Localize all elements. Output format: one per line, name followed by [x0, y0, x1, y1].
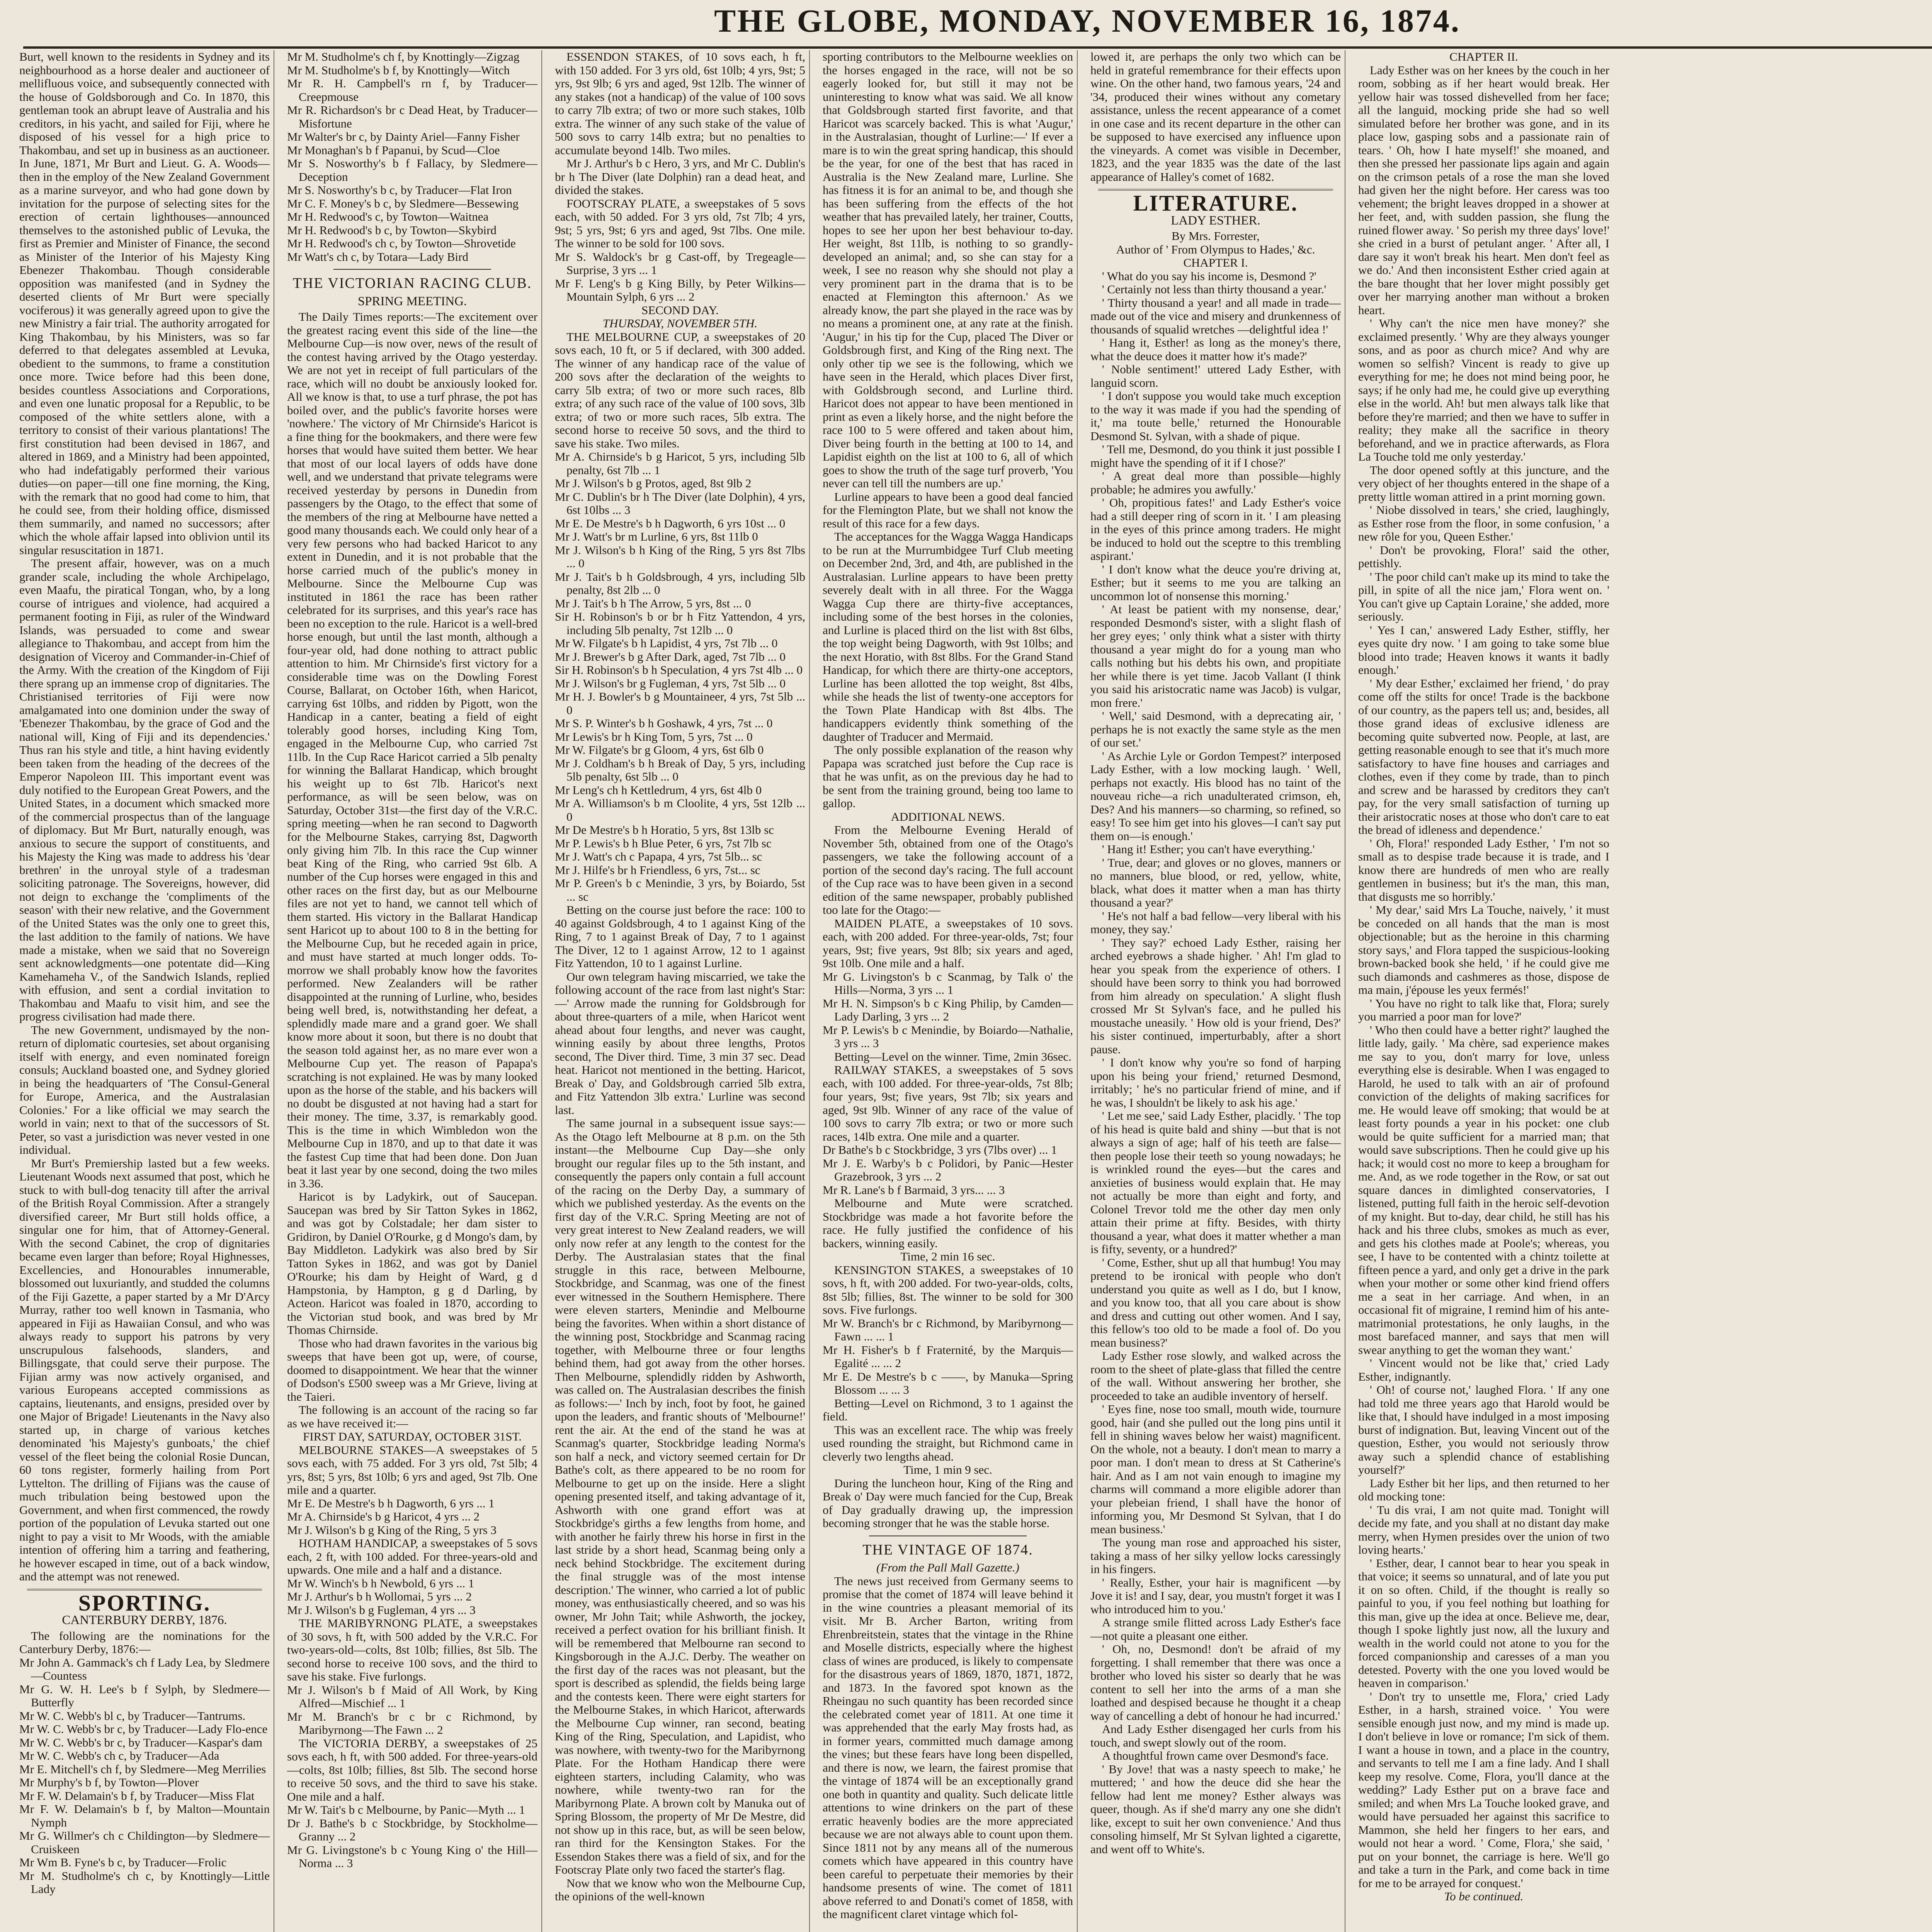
list-item: Mr G. W. H. Lee's b f Sylph, by Sledmere—Butterfly: [19, 1682, 270, 1709]
list-item: Mr G. Willmer's ch c Childington—by Sledmere—Cruiskeen: [19, 1829, 270, 1856]
article-body: sporting contributors to the Melbourne weeklies on the horses engaged in the race, will not be so eagerly looked for, but still it may not be uninteresting to know what was said. We all know that Goldsbrough started first favorite, and that Haricot was scarcely backed. This is what 'Augur,' in the Australasian, thought of Lurline:—' If ever a mare is to win the great spring handicap, this should be the year, for one of the best that has raced in Australia is the New Zealand mare, Lurline. She has fitness it is for an animal to be, and though she has been suffering from the effects of the hot weather that has prevailed lately, her trainer, Coutts, hopes to see her upon her best behaviour to-day. Her weight, 8st 11lb, is nothing to so grandly-developed an animal; and, so she can stay for a week, I see no reason why she should not play a very prominent part in the drama that is to be enacted at Flemington this afternoon.' As we already know, the part she played in the race was by no means a prominent one, at any rate at the finish. 'Augur,' in his tip for the Cup, placed The Diver or Goldsbrough first, and King of the Ring next. The only other tip we see is the following, which we have seen in the Herald, which places Diver first, with Goldsbrough second, and Lurline third. Haricot does not appear to have been mentioned in print as even a likely horse, and the night before the race 100 to 5 were offered and taken about him, Diver being fourth in the betting at 100 to 14, and Lapidist eighth on the list at 100 to 6, all of which goes to show the truth of the sage turf proverb, 'You never can tell till the numbers are up.': [823, 50, 1073, 490]
story-paragraph: ' My dear,' said Mrs La Touche, naively, ' it must be conceded on all hands that the man is most objectionable; but as the heroine in this charming story says,' and Flora tapped the suspicious-looking brown-backed book she held, ' if he could give me such diamonds and cashmeres as those, dispose de ma main, j'épouse les yeux fermés!': [1358, 903, 1609, 997]
article-body: From the Melbourne Evening Herald of November 5th, obtained from one of the Otago's passengers, we take the following account of a portion of the second day's racing. The full account of the Cup race was to have been given in a second edition of the same newspaper, probably published too late for the Otago:—: [823, 823, 1073, 917]
story-paragraph: ' Tu dis vrai, I am not quite mad. Tonight will decide my fate, and you shall at no distant day make merry, when Hymen presides over the union of two loving hearts.': [1358, 1503, 1609, 1556]
list-item: Mr E. Mitchell's ch f, by Sledmere—Meg Merrilies: [19, 1762, 266, 1776]
race-result: Mr A. Chirnside's b g Haricot, 5 yrs, including 5lb penalty, 6st 7lb ... 1: [555, 450, 805, 477]
article-body: The news just received from Germany seems to promise that the comet of 1874 will leave behind it in the wine countries a pleasant memorial of its visit. Mr B. Archer Barton, writing from Ehrenbreitstein, states that the vintage in the Rhine and Moselle districts, especially where the highest class of wines are produced, is likely to compensate for the disastrous years of 1869, 1870, 1871, 1872, and 1873. In the favored spot known as the Rheingau no such quantity has been recorded since the celebrated comet year of 1811. At one time it was apprehended that the early May frosts had, as in former years, committed much damage among the vines; but these fears have long been dispelled, and there is now, we learn, the fairest promise that the vintage of 1874 will be an exceptionally grand one both in quantity and quality. Such delicate little attentions to wine drinkers on the part of these erratic heavenly bodies are the more appreciated because we are not always able to count upon them. Since 1811 not by any means all of the numerous comets which have appeared in this country have been careful to perpetuate their memories by their handsome presents of wine. The comet of 1811 above referred to and Donati's comet of 1858, with the magnificent claret vintage which fol-: [823, 1574, 1073, 1921]
race-result: Mr S. Waldock's br g Cast-off, by Tregeagle—Surprise, 3 yrs ... 1: [555, 250, 805, 277]
list-item: Mr W. C. Webb's br c, by Traducer—Lady Flo-ence: [19, 1722, 268, 1736]
race-result: Mr J. Tait's b h The Arrow, 5 yrs, 8st ... 0: [555, 596, 751, 610]
list-item: Mr W. C. Webb's bl c, by Traducer—Tantrums.: [19, 1709, 246, 1723]
article-body: The following are the nominations for the Canterbury Derby, 1876:—: [19, 1629, 270, 1656]
race-conditions: THE MARIBYRNONG PLATE, a sweepstakes of 30 sovs, h ft, with 500 added by the V.R.C. For two-years-old—colts, 8st 10lb; fillies, 8st 5lb. The second horse to receive 100 sovs, and the third to save his stake. Five furlongs.: [287, 1616, 537, 1683]
race-conditions: ESSENDON STAKES, of 10 sovs each, h ft, with 150 added. For 3 yrs old, 6st 10lb; 4 yrs, 9st; 5 yrs, 9st 9lb; 6 yrs and aged, 9st 12lb. The winner of any stakes (not a handicap) of the value of 100 sovs to carry 7lb extra; of two or more such stakes, 10lb extra. The winner of any such stake of the value of 500 sovs to carry 14lb extra; but no penalties to accumulate beyond 14lb. Two miles.: [555, 50, 805, 157]
story-paragraph: ' My dear Esther,' exclaimed her friend, ' do pray come off the stilts for once! Trade is the backbone of our country, as the papers tell us; and, besides, all those grand ideas of exclusive idleness are becoming quite subverted now. People, at last, are getting reasonable enough to see that it's much more satisfactory to have fine houses and carriages and clothes, even if they come by trade, than to pinch and screw and be harassed by creditors they can't pay, for the very small satisfaction of turning up their aristocratic noses at those who don't care to eat the bread of idleness and dependence.': [1358, 676, 1609, 837]
story-paragraph: ' True, dear; and gloves or no gloves, manners or no manners, blue blood, or red, yellow, white, black, what does it matter when a man has thirty thousand a year?': [1090, 855, 1341, 909]
story-paragraph: ' Hang it! Esther; you can't have everything.': [1102, 842, 1315, 856]
race-conditions: MELBOURNE STAKES—A sweepstakes of 5 sovs each, with 75 added. For 3 yrs old, 7st 5lb; 4 yrs, 8st; 5 yrs, 8st 10lb; 6 yrs and aged, 9st 7lb. One mile and a quarter.: [287, 1443, 537, 1497]
column-5: [1087, 50, 1345, 1932]
story-paragraph: ' I don't know why you're so fond of harping upon his being your friend,' returned Desmond, irritably; ' he's no particular friend of mine, and if he was, I shouldn't be likely to ask his age.': [1090, 1056, 1341, 1109]
article-body: The Daily Times reports:—The excitement over the greatest racing event this side of the line—the Melbourne Cup—is now over, news of the result of the contest having arrived by the Otago yesterday. We are not yet in receipt of full particulars of the race, which will no doubt be anxiously looked for. All we know is that, to use a turf phrase, the pot has boiled over, and the public's favorite horses were 'nowhere.' The victory of Mr Chirnside's Haricot is a fine thing for the bookmakers, and there were few horses that would have suited them better. We hear that most of our local layers of odds have done well, and we understand that private telegrams were received yesterday by persons in Dunedin from passengers by the Otago, to the effect that some of the members of the ring at Melbourne have netted a good many thousands each. We could only hear of a very few persons who had backed Haricot to any extent in Dunedin, and it is not probable that the horse carried much of the public's money in Melbourne. Since the Melbourne Cup was instituted in 1861 the race has been rather celebrated for its surprises, and this year's race has been no exception to the rule. Haricot is a well-bred horse enough, but until the last month, although a four-year old, had done nothing to attract public attention to him. Mr Chirnside's first victory for a considerable time was on the Dowling Forest Course, Ballarat, on October 16th, when Haricot, carrying 6st 10lbs, and ridden by Pigott, won the Handicap in a canter, beating a field of eight tolerably good horses, including King Tom, engaged in the Melbourne Cup, who carried 7st 11lb. In the Cup Race Haricot carried a 5lb penalty for winning the Ballarat Handicap, which brought his weight up to 6st 7lb. Haricot's next performance, as will be seen below, was on Saturday, October 31st—the first day of the V.R.C. spring meeting—when he ran second to Dagworth for the Melbourne Stakes, carrying 8st, Dagworth only giving him 7lb. In this race the Cup winner beat King of the Ring, who carried 9st 6lb. A number of the Cup horses were engaged in this and other races on the first day, but as our Melbourne files are not yet to hand, we cannot tell which of them started. His victory in the Ballarat Handicap sent Haricot up to about 100 to 8 in the betting for the Melbourne Cup, but he receded again in price, and must have started at much longer odds. To-morrow we shall probably know how the favorites performed. New Zealanders will be rather disappointed at the running of Lurline, who, besides being well bred, is, notwithstanding her defeat, a splendidly made mare and a grand goer. We shall know more about it soon, but there is no doubt that the season told against her, as no mare ever won a Melbourne Cup yet. The reason of Papapa's scratching is not explained. He was by many looked upon as the horse of the stable, and his backers will no doubt be disgusted at not having had a start for their money. The time, 3.37, is remarkably good. This is the time in which Wimbledon won the Melbourne Cup in 1870, and up to that date it was the fastest Cup time that had been done. Don Juan beat it last year by one second, doing the two miles in 3.36.: [287, 310, 537, 1190]
story-paragraph: ' By Jove! that was a nasty speech to make,' he muttered; ' and how the deuce did she hear the fellow had lent me money? Esther always was queer, though. As if she'd marry any one she didn't like, except to suit her own convenience.' And thus consoling himself, Mr St Sylvan lighted a cigarette, and went off to White's.: [1090, 1762, 1341, 1856]
article-body: Mr Burt's Premiership lasted but a few weeks. Lieutenant Woods next assumed that post, which he stuck to with bull-dog tenacity till after the arrival of the British Royal Commission. After a strangely diversified career, Mr Burt still holds office, a singular one for him, that of Attorney-General. With the second Cabinet, the crop of dignitaries became even larger than before; Royal Highnesses, Excellencies, and Honourables innumerable, blossomed out luxuriantly, and studded the columns of the Fiji Gazette, a paper started by a Mr D'Arcy Murray, rather too well known in Tasmania, who appeared in Fiji as Hawaiian Consul, and who was always ready to support his patrons by very unscrupulous falsehoods, slanders, and Billingsgate, that could serve their purpose. The Fijian army was now actively organised, and various Europeans accepted commissions as captains, lieutenants, and ensigns, presided over by one Major of Brigade! Lieutenants in the Navy also started up, in charge of various ketches denominated 'his Majesty's gunboats,' the chief vessel of the fleet being the colonial Rosie Duncan, 60 tons register, formerly hailing from Port Lyttelton. The drilling of Fijians was the cause of much tribulation being bestowed upon the Government, and when first commenced, the rowdy portion of the population of Levuka started out one night to pay a visit to Mr Woods, with the amiable intention of offering him a tarring and feathering, he however escaped in time, out of a back window, and the attempt was not renewed.: [19, 1156, 270, 1583]
race-result: Mr J. E. Warby's b c Polidori, by Panic—Hester Grazebrook, 3 yrs ... 2: [823, 1156, 1073, 1183]
story-paragraph: And Lady Esther disengaged her curls from his touch, and swept slowly out of the room.: [1090, 1722, 1341, 1749]
story-paragraph: ' Oh! of course not,' laughed Flora. ' If any one had told me three years ago that Harold would be like that, I should have indulged in a most imposing burst of indignation. But, leaving Vincent out of the question, Esther, you would not seriously throw away such a splendid chance of establishing yourself?': [1358, 1383, 1609, 1476]
article-body: Betting—Level on the winner. Time, 2min 36sec.: [834, 1049, 1071, 1063]
race-result: Mr P. Lewis's b c Menindie, by Boiardo—Nathalie, 3 yrs ... 3: [823, 1023, 1073, 1050]
chapter-heading: CHAPTER I.: [1183, 256, 1248, 269]
story-paragraph: ' Noble sentiment!' uttered Lady Esther, with languid scorn.: [1090, 362, 1341, 389]
list-item: Mr M. Studholme's b f, by Knottingly—Witch: [287, 63, 510, 77]
list-item: Mr S. Nosworthy's b c, by Traducer—Flat Iron: [287, 183, 512, 197]
story-paragraph: ' Oh, Flora!' responded Lady Esther, ' I'm not so small as to despise trade because it is trade, and I know there are hundreds of men who are really gentlemen in business; but it's the man, this man, that disgusts me so horribly.': [1358, 836, 1609, 903]
story-paragraph: The young man rose and approached his sister, taking a mass of her silky yellow locks caressingly in his fingers.: [1090, 1536, 1341, 1576]
section-heading-literature: LITERATURE.: [1133, 190, 1298, 216]
day-heading: FIRST DAY, SATURDAY, OCTOBER 31ST.: [303, 1430, 522, 1443]
race-result: Dr Bathe's b c Stockbridge, 3 yrs (7lbs over) ... 1: [823, 1143, 1057, 1156]
subheading-derby: CANTERBURY DERBY, 1876.: [62, 1613, 227, 1627]
race-time: Time, 2 min 16 sec.: [900, 1250, 995, 1263]
article-body: Betting on the course just before the race: 100 to 40 against Goldsbrough, 4 to 1 against King of the Ring, 7 to 1 against Break of Day, 7 to 1 against The Diver, 12 to 1 against Arrow, 12 to 1 against Fitz Yattendon, 10 to 1 against Lurline.: [555, 903, 805, 970]
subheading-additional: ADDITIONAL NEWS.: [891, 810, 1005, 823]
story-paragraph: ' The poor child can't make up its mind to take the pill, in spite of all the nice jam,' Flora went on. ' You can't give up Captain Loraine,' she added, more seriously.: [1358, 570, 1609, 623]
list-item: Mr W. C. Webb's br c, by Traducer—Kaspar's dam: [19, 1735, 262, 1749]
story-paragraph: The door opened softly at this juncture, and the very object of her thoughts entered in the shape of a pretty little woman attired in a print morning gown.: [1358, 463, 1609, 503]
race-conditions: KENSINGTON STAKES, a sweepstakes of 10 sovs, h ft, with 200 added. For two-year-olds, colts, 8st 5lb; fillies, 8st. The winner to be sold for 300 sovs. Five furlongs.: [823, 1263, 1073, 1316]
story-paragraph: ' They say?' echoed Lady Esther, raising her arched eyebrows a shade higher. ' Ah! I'm glad to hear you speak from the experience of others. I should have been sorry to think you had borrowed from him already on speculation.' A slight flush crossed Mr St Sylvan's face, and he pulled his moustache uneasily. ' How old is your friend, Des?' his sister continued, imperturbably, after a short pause.: [1090, 935, 1341, 1056]
race-result: Mr W. Branch's br c Richmond, by Maribyrnong—Fawn ... ... 1: [823, 1316, 1073, 1343]
story-title: LADY ESTHER.: [1171, 213, 1260, 228]
story-paragraph: ' Who then could have a better right?' laughed the little lady, gaily. ' Ma chère, sad experience makes me say to you, don't marry for love, unless everything else is desirable. When I was engaged to Harold, he used to talk with an air of profound conviction of the delights of making sacrifices for me. He would leave off smoking; that would be at least forty pounds a year in his pocket: one club would be quite sufficient for a married man; that would save subscriptions. Then he could give up his hack; it would cost no more to keep a brougham for me. And, as we rode together in the Row, or sat out square dances in dimlighted conservatories, I listened, putting full faith in the heroic self-devotion of my knight. But to-day, dear child, he still has his hack and his three clubs, smokes as much as ever, and gets his clothes made at Poole's; whereas, you see, I have to be contented with a chintz toilette at fifteen pence a yard, and only get a drive in the park when your mother or some other kind friend offers me a seat in her carriage. And when, in an occasional fit of migraine, I remind him of his ante-matrimonial protestations, he only laughs, in the most barefaced manner, and says that men will swear anything to get the woman they want.': [1358, 1023, 1609, 1357]
race-result: Mr J. Hilfe's br h Friendless, 6 yrs, 7st... sc: [555, 863, 760, 877]
article-body: Our own telegram having miscarried, we take the following account of the race from last night's Star:—' Arrow made the running for Goldsbrough for about three-quarters of a mile, when Haricot went ahead about four lengths, and never was caught, winning easily by about three lengths, Protos second, The Diver third. Time, 3 min 37 sec. Dead heat. Haricot not mentioned in the betting. Haricot, Break o' Day, and Goldsbrough carried 5lb extra, and Fitz Yattendon 3lb extra.' Lurline was second last.: [555, 969, 805, 1117]
article-body: This was an excellent race. The whip was freely used rounding the straight, but Richmond came in cleverly two lengths ahead.: [823, 1423, 1073, 1463]
article-body: Betting—Level on Richmond, 3 to 1 against the field.: [823, 1396, 1073, 1423]
race-result: Mr R. Lane's b f Barmaid, 3 yrs... ... 3: [823, 1183, 1005, 1197]
race-result: Mr J. Tait's b h Goldsbrough, 4 yrs, including 5lb penalty, 8st 2lb ... 0: [555, 570, 805, 597]
race-conditions: THE MELBOURNE CUP, a sweepstakes of 20 sovs each, 10 ft, or 5 if declared, with 300 added. The winner of any handicap race of the value of 200 sovs after the declaration of the weights to carry 5lb extra; of two or more such races, 8lb extra; of any such race of the value of 100 sovs, 3lb extra; of two or more such races, 5lb extra. The second horse to receive 50 sovs, and the third to save his stake. Two miles.: [555, 330, 805, 450]
race-result: Mr J. Wilson's b g Protos, aged, 8st 9lb 2: [555, 476, 752, 490]
story-paragraph: ' Niobe dissolved in tears,' she cried, laughingly, as Esther rose from the floor, in some confusion, ' a new rôle for you, Queen Esther.': [1358, 503, 1609, 543]
race-result: Mr Leng's ch h Kettledrum, 4 yrs, 6st 4lb 0: [555, 783, 762, 797]
race-result: Mr G. Livingston's b c Scanmag, by Talk o' the Hills—Norma, 3 yrs ... 1: [823, 969, 1073, 997]
story-paragraph: ' Really, Esther, your hair is magnificent —by Jove it is! and I say, dear, you mustn't forget it was I who introduced him to you.': [1090, 1575, 1341, 1616]
story-paragraph: A strange smile flitted across Lady Esther's face—not quite a pleasant one either.: [1090, 1616, 1341, 1643]
race-result: Mr J. Watt's ch c Papapa, 4 yrs, 7st 5lb... sc: [555, 850, 762, 863]
race-result: Mr J. Coldham's b h Break of Day, 5 yrs, including 5lb penalty, 6st 5lb ... 0: [555, 756, 805, 783]
story-paragraph: Lady Esther bit her lips, and then returned to her old mocking tone:: [1358, 1476, 1609, 1503]
race-result: Mr S. P. Winter's b h Goshawk, 4 yrs, 7st ... 0: [555, 716, 773, 730]
section-heading-sporting: SPORTING.: [78, 1590, 211, 1616]
race-result: Mr P. Lewis's b h Blue Peter, 6 yrs, 7st 7lb sc: [555, 836, 772, 850]
article-body: The present affair, however, was on a much grander scale, including the whole Archipelago, even Maafu, the piratical Tongan, who, by a long course of intrigues and violence, had acquired a permanent footing in Fiji, as ruler of the Windward Islands, was persuaded to come and swear allegiance to Thakombau, and accept from him the designation of Viceroy and Commander-in-Chief of the Army. With the creation of the Kingdom of Fiji there sprang up an immense crop of dignitaries. The Christianised territories of Fiji were now amalgamated into one dominion under the sway of 'Ebenezer Thakombau, by the grace of God and the national will, King of Fiji and its dependencies.' Thus ran his style and title, a hint having evidently been taken from the heading of the decrees of the Emperor Napoleon III. This important event was duly notified to the European Great Powers, and the United States, in a document which smacked more of the commercial prospectus than of the language of diplomacy. But Mr Burt, naturally enough, was anxious to secure the support of constituents, and his Majesty the King was made to address his 'dear brethren' in the unroyal style of a tradesman soliciting patronage. The Sovereigns, however, did not deign to exchange the 'compliments of the season' with their new relative, and the Government of the United States was the only one to greet this, the last addition to the family of nations. We have made a mistake, when we said that no Sovereign sent acknowledgments—one potentate did—King Kamehameha V., of the Sandwich Islands, replied with effusion, and sent a cordial invitation to Thakombau and Maafu to visit him, and see the progress civilisation had made there.: [19, 556, 270, 1023]
story-paragraph: ' Yes I can,' answered Lady Esther, stiffly, her eyes quite dry now. ' I am going to take some blue blood into trade; Heaven knows it wants it badly enough.': [1358, 623, 1609, 677]
section-heading-vintage: THE VINTAGE OF 1874.: [862, 1541, 1033, 1558]
race-result: Mr Lewis's br h King Tom, 5 yrs, 7st ... 0: [555, 730, 753, 743]
story-paragraph: ' Well,' said Desmond, with a deprecating air, ' perhaps he is not exactly the same style as the men of our set.': [1090, 709, 1341, 749]
list-item: Mr M. Studholme's ch f, by Knottingly—Zigzag: [287, 50, 520, 63]
race-result: Mr A. Williamson's b m Cloolite, 4 yrs, 5st 12lb ... 0: [555, 796, 805, 823]
story-paragraph: ' Don't be provoking, Flora!' said the other, pettishly.: [1358, 543, 1609, 570]
story-paragraph: A thoughtful frown came over Desmond's face.: [1102, 1749, 1329, 1762]
article-body: The same journal in a subsequent issue says:—As the Otago left Melbourne at 8 p.m. on the 5th instant—the Melbourne Cup Day—she only brought our regular files up to the 5th instant, and consequently the papers only contain a full account of the racing on the Derby Day, a summary of which we published yesterday. As the events on the first day of the V.R.C. Spring Meeting are not of very great interest to New Zealand readers, we will only now refer at any length to the contest for the Derby. The Australasian states that the final struggle in this race, between Melbourne, Stockbridge, and Scanmag, was one of the finest ever witnessed in the Southern Hemisphere. There were eleven starters, Menindie and Melbourne being the favorites. When within a short distance of the winning post, Stockbridge and Scanmag racing together, with Melbourne three or four lengths behind them, had got away from the other horses. Then Melbourne, splendidly ridden by Ashworth, was called on. The Australasian describes the finish as follows:—' Inch by inch, foot by foot, he gained upon the leaders, and frantic shouts of 'Melbourne!' rent the air. At the end of the stand he was at Scanmag's quarter, Stockbridge leading Norma's son half a neck, and victory seemed certain for Dr Bathe's colt, as there appeared to be no room for Melbourne to get up on the inside. Here a slight opening presented itself, and taking advantage of it, Ashworth with one grand effort was at Stockbridge's girths a few lengths from home, and with another he fairly threw his horse in first in the last stride by a short head, Scanmag being only a neck behind Stockbridge. The excitement during the final struggle was of the most intense description.' The winner, who carried a lot of public money, was enthusiastically cheered, and so was his owner, Mr John Tait; while Ashworth, the jockey, received a perfect ovation for his brilliant finish. It will be remembered that Melbourne ran second to Kingsborough in the A.J.C. Derby. The weather on the first day of the races was not pleasant, but the sport is described as splendid, the fields being large and the contests keen. There were eight starters for the Melbourne Stakes, in which Haricot, afterwards the Melbourne Cup winner, ran second, beating King of the Ring, Speculation, and Lapidist, who was nowhere, with twenty-two for the Maribyrnong Plate. For the Hotham Handicap there were eighteen starters, including Calamity, who was nowhere, while twenty-two ran for the Maribyrnong Plate. A brown colt by Manuka out of Spring Blossom, the property of Mr De Mestre, did not show up in this race, but, as will be seen below, ran third for the Kensington Stakes. For the Essendon Stakes there was a field of six, and for the Footscray Plate only two faced the starter's flag.: [555, 1116, 805, 1876]
source-note: (From the Pall Mall Gazette.): [876, 1561, 1019, 1574]
race-result: Mr W. Filgate's br g Gloom, 4 yrs, 6st 6lb 0: [555, 743, 764, 757]
story-paragraph: ' He's not half a bad fellow—very liberal with his money, they say.': [1090, 909, 1341, 936]
masthead: THE GLOBE, MONDAY, NOVEMBER 16, 1874.: [23, 0, 1932, 49]
race-result: Mr H. J. Bowler's b g Mountaineer, 4 yrs, 7st 5lb ... 0: [555, 690, 805, 717]
story-text: [1358, 64, 1609, 1890]
race-conditions: FOOTSCRAY PLATE, a sweepstakes of 5 sovs each, with 50 added. For 3 yrs old, 7st 7lb; 4 yrs, 9st; 5 yrs, 9st; 6 yrs and aged, 9st 7lbs. One mile. The winner to be sold for 100 sovs.: [555, 196, 805, 250]
story-paragraph: ' As Archie Lyle or Gordon Tempest?' interposed Lady Esther, with a low mocking laugh. ' Well, perhaps not exactly. His blood has no taint of the nouveau riche—a rich unadulterated crimson, eh, Des? And his manners—so charming, so refined, so easy! To see him get into his gloves—I can't say put them on—is enough.': [1090, 749, 1341, 843]
race-conditions: HOTHAM HANDICAP, a sweepstakes of 5 sovs each, 2 ft, with 100 added. For three-years-old and upwards. One mile and a half and a distance.: [287, 1536, 537, 1577]
story-paragraph: ' Don't try to unsettle me, Flora,' cried Lady Esther, in a harsh, strained voice. ' You were sensible enough just now, and my mind is made up. I don't believe in love or romance; I'm sick of them. I want a house in town, and a place in the country, and servants to tell me I am a fine lady. And I shall keep my resolve. Come, Flora, you'll dance at the wedding?' Lady Esther put on a brave face and smiled; and when Mrs La Touche looked grave, and would have persuaded her against this sacrifice to Mammon, she held her fingers to her ears, and would not hear a word. ' Come, Flora,' she said, ' put on your bonnet, the carriage is here. We'll go and take a turn in the Park, and come back in time for me to be arrayed for conquest.': [1358, 1689, 1609, 1890]
list-item: Mr M. Studholme's ch c, by Knottingly—Little Lady: [19, 1869, 270, 1896]
race-result: Mr J. Watt's br m Lurline, 6 yrs, 8st 11lb 0: [555, 530, 758, 543]
list-item: Mr Walter's br c, by Dainty Ariel—Fanny Fisher: [287, 130, 520, 143]
list-item: Mr John A. Gammack's ch f Lady Lea, by Sledmere—Countess: [19, 1655, 270, 1682]
race-result: Mr F. Leng's b g King Billy, by Peter Wilkins—Mountain Sylph, 6 yrs ... 2: [555, 276, 805, 303]
race-result: Dr J. Bathe's b c Stockbridge, by Stockholme—Granny ... 2: [287, 1816, 537, 1843]
section-heading-vrc: THE VICTORIAN RACING CLUB.: [293, 275, 532, 291]
divider: [27, 1589, 262, 1590]
race-result: Mr J. Wilson's b f Maid of All Work, by King Alfred—Mischief ... 1: [287, 1683, 537, 1710]
race-result: Mr G. Livingstone's b c Young King o' the Hill—Norma ... 3: [287, 1843, 537, 1870]
list-item: Mr C. F. Money's b c, by Sledmere—Bessewing: [287, 196, 519, 210]
story-text: [1090, 270, 1341, 1856]
list-item: Mr Wm B. Fyne's b c, by Traducer—Frolic: [19, 1855, 227, 1869]
race-result: Mr J. Wilson's b g Fugleman, 4 yrs ... 3: [287, 1603, 476, 1617]
cup-results: [555, 450, 805, 903]
divider: [333, 269, 491, 270]
column-6: [1354, 50, 1613, 1932]
story-paragraph: ' Come, Esther, shut up all that humbug! You may pretend to be ironical with people who don't understand you quite as well as I do, but I know, and you know too, that all you care about is show and dress and cutting out other women. And I say, this fellow's too old to be made a fool of. Do you mean business?': [1090, 1255, 1341, 1349]
list-item: Mr Murphy's b f, by Towton—Plover: [19, 1776, 199, 1789]
list-item: Mr F. W. Delamain's b f, by Traducer—Miss Flat: [19, 1789, 255, 1803]
race-result: Mr H. Fisher's b f Fraternité, by the Marquis—Egalité ... ... 2: [823, 1343, 1073, 1370]
story-paragraph: ' Certainly not less than thirty thousand a year.': [1102, 282, 1327, 296]
race-conditions: MAIDEN PLATE, a sweepstakes of 10 sovs. each, with 200 added. For three-year-olds, 7st; four years, 9st; five years, 9st 8lb; six years and aged, 9st 10lb. One mile and a half.: [823, 916, 1073, 970]
race-result: Mr J. Wilson's br g Fugleman, 4 yrs, 7st 5lb ... 0: [555, 676, 786, 690]
story-paragraph: Lady Esther rose slowly, and walked across the room to the sheet of plate-glass that filled the centre of the wall. Without answering her brother, she proceeded to take an audible inventory of herself.: [1090, 1349, 1341, 1403]
race-time: Time, 1 min 9 sec.: [903, 1463, 992, 1476]
article-body: The new Government, undismayed by the non-return of diplomatic courtesies, set about organising itself with energy, and even nominated foreign consuls; Auckland boasted one, and Sydney gloried in being the headquarters of 'The Consul-General for Europe, America, and the Australasian Colonies.' For a like official we may search the world in vain; next to that of the successors of St. Peter, so vast a jurisdiction was never vested in one individual.: [19, 1023, 270, 1156]
article-body: The only possible explanation of the reason why Papapa was scratched just before the Cup race is that he was unfit, as on the previous day he had to be sent from the training ground, being too lame to gallop.: [823, 743, 1073, 810]
race-result: Mr W. Winch's b h Newbold, 6 yrs ... 1: [287, 1576, 474, 1590]
race-result: Mr De Mestre's b h Horatio, 5 yrs, 8st 13lb sc: [555, 823, 774, 837]
nominations-list: [287, 50, 537, 264]
article-body: The following is an account of the racing so far as we have received it:—: [287, 1403, 537, 1430]
story-paragraph: ' A great deal more than possible—highly probable; he admires you awfully.': [1090, 469, 1341, 496]
list-item: Mr W. C. Webb's ch c, by Traducer—Ada: [19, 1749, 219, 1762]
race-result: Mr H. N. Simpson's b c King Philip, by Camden—Lady Darling, 3 yrs ... 2: [823, 996, 1073, 1023]
race-result: Mr J. Wilson's b h King of the Ring, 5 yrs 8st 7lbs ... 0: [555, 543, 805, 570]
story-paragraph: ' Tell me, Desmond, do you think it just possible I might have the spending of it if I chose?': [1090, 442, 1341, 469]
list-item: Mr H. Redwood's c, by Towton—Waitnea: [287, 210, 489, 223]
race-result: Mr M. Branch's br c br c Richmond, by Maribyrnong—The Fawn ... 2: [287, 1709, 537, 1736]
race-result: Mr E. De Mestre's b c ——, by Manuka—Spring Blossom ... ... 3: [823, 1369, 1073, 1396]
race-conditions: RAILWAY STAKES, a sweepstakes of 5 sovs each, with 100 added. For three-year-olds, 7st 8lb; four years, 9st; five years, 9st 7lb; six years and aged, 9st 9lb. Winner of any race of the value of 100 sovs to carry 7lb extra; or two or more such races, 14lb extra. One mile and a quarter.: [823, 1063, 1073, 1143]
race-result: Mr E. De Mestre's b h Dagworth, 6 yrs ... 1: [287, 1496, 495, 1510]
story-paragraph: ' At least be patient with my nonsense, dear,' responded Desmond's sister, with a slight flash of her grey eyes; ' only think what a sister with thirty thousand a year might do for a young man who calls nothing but his debts his own, and propitiate her while there is yet time. Jacob Vallant (I think you said his aristocratic name was Jacob) is vulgar, mon frere.': [1090, 602, 1341, 709]
day-heading: SECOND DAY.: [641, 303, 719, 317]
column-1: [15, 50, 274, 1932]
race-conditions: The VICTORIA DERBY, a sweepstakes of 25 sovs each, h ft, with 500 added. For three-years-old—colts, 8st 10lb; fillies, 8st 5lb. The second horse to receive 50 sovs, and the third to save his stake. One mile and a half.: [287, 1736, 537, 1803]
story-paragraph: ' Esther, dear, I cannot bear to hear you speak in that voice; it seems so unnatural, and of late you put it on so often. Child, if the thought is really so painful to you, if you feel nothing but loathing for this man, give up the idea at once. Believe me, dear, though I spoke lightly just now, all the luxury and wealth in the world could not atone to you for the forced companionship and caresses of a man you detested. Poverty with the one you loved would be heaven in comparison.': [1358, 1556, 1609, 1690]
article-body: Lurline appears to have been a good deal fancied for the Flemington Plate, but we shall not know the result of this race for a few days.: [823, 490, 1073, 530]
story-paragraph: ' Let me see,' said Lady Esther, placidly. ' The top of his head is quite bald and shiny —but that is not always a sign of age; half of his teeth are false—then people lose their teeth so young nowadays; he is wrinkled round the eyes—but the cares and anxieties of business would explain that. He may not actually be more than eight and forty, and Colonel Trevor told me the other day men only attain their prime at fifty. Besides, with thirty thousand a year, what does it matter whether a man is fifty, seventy, or a hundred?': [1090, 1109, 1341, 1256]
race-result: Mr J. Brewer's b g After Dark, aged, 7st 7lb ... 0: [555, 650, 786, 663]
subheading-spring: SPRING MEETING.: [357, 294, 467, 308]
chapter-heading: CHAPTER II.: [1449, 50, 1518, 63]
race-result: Mr C. Dublin's br h The Diver (late Dolphin), 4 yrs, 6st 10lbs ... 3: [555, 490, 805, 517]
story-paragraph: ' Vincent would not be like that,' cried Lady Esther, indignantly.: [1358, 1356, 1609, 1383]
list-item: Mr Monaghan's b f Papanui, by Scud—Cloe: [287, 143, 500, 157]
race-result: Mr J. Arthur's b h Wollomai, 5 yrs ... 2: [287, 1590, 472, 1603]
article-body: Melbourne and Mute were scratched. Stockbridge was made a hot favorite before the race. He fully justified the confidence of his backers, winning easily.: [823, 1196, 1073, 1250]
story-paragraph: ' Why can't the nice men have money?' she exclaimed presently. ' Why are they always younger sons, and as poor as church mice? And why are women so selfish? Vincent is ready to give up everything for me; he does not mind being poor, he says; if he only had me, he could give up everything else in the world. Ah! but men always talk like that before they're married; and then we have to suffer in reality; they make all the sacrifice in theory beforehand, and we in practice afterwards, as Flora La Touche told me only yesterday.': [1358, 316, 1609, 463]
story-author: By Mrs. Forrester,: [1172, 229, 1260, 243]
race-result: Mr W. Filgate's b h Lapidist, 4 yrs, 7st 7lb ... 0: [555, 636, 778, 650]
story-paragraph: ' Thirty thousand a year! and all made in trade—made out of the vice and misery and drunkenness of thousands of squalid wretches —delightful idea !': [1090, 296, 1341, 336]
date-heading: THURSDAY, NOVEMBER 5TH.: [602, 316, 758, 330]
column-3: [551, 50, 810, 1932]
race-result: Mr P. Green's b c Menindie, 3 yrs, by Boiardo, 5st ... sc: [555, 876, 805, 903]
story-paragraph: ' Oh, no, Desmond! don't be afraid of my forgetting. I shall remember that there was once a brother who loved his sister so dearly that he was content to sell her into the arms of a man she loathed and despised because he thought it a cheap way of cancelling a debt of honour he had incurred.': [1090, 1642, 1341, 1723]
article-body: Those who had drawn favorites in the various big sweeps that have been got up, were, of course, doomed to disappointment. We hear that the winner of Dodson's £500 sweep was a Mr Grieve, living at the Taieri.: [287, 1336, 537, 1403]
nominations-list: [19, 1656, 270, 1896]
column-4: [819, 50, 1078, 1932]
column-2: [283, 50, 542, 1932]
article-body: lowed it, are perhaps the only two which can be held in grateful remembrance for their effects upon wine. On the other hand, two famous years, '24 and '34, produced their wines without any cometary assistance, unless the recent appearance of a comet in one case and its recent departure in the other can be supposed to have exercised any influence upon the vineyards. A comet was visible in December, 1823, and the year 1835 was the date of the last appearance of Halley's comet of 1682.: [1090, 50, 1341, 184]
race-result: Mr W. Tait's b c Melbourne, by Panic—Myth ... 1: [287, 1803, 525, 1816]
article-body: The acceptances for the Wagga Wagga Handicaps to be run at the Murrumbidgee Turf Club meeting on December 2nd, 3rd, and 4th, are published in the Australasian. Lurline appears to have been pretty severely dealt with in all three. For the Wagga Wagga Cup there are thirty-five acceptances, including some of the best horses in the colonies, and Lurline is placed third on the list with 8st 6lbs, the top weight being Dagworth, with 9st 10lbs; and the next Horatio, with 8st 8lbs. For the Grand Stand Handicap, for which there are thirty-one acceptors, Lurline has been allotted the top weight, 8st 4lbs, while she heads the list of twenty-one acceptors for the Town Plate Handicap with 8st 4lbs. The handicappers evidently think something of the daughter of Traducer and Mermaid.: [823, 530, 1073, 743]
story-paragraph: ' Hang it, Esther! as long as the money's there, what the deuce does it matter how it's made?': [1090, 336, 1341, 363]
race-result: Mr J. Arthur's b c Hero, 3 yrs, and Mr C. Dublin's br h The Diver (late Dolphin) ran a dead heat, and divided the stakes.: [555, 156, 805, 197]
story-paragraph: ' Eyes fine, nose too small, mouth wide, tournure good, hair (and she pulled out the long pins until it fell in shining waves below her waist) magnificent. On the whole, not a beauty. I don't mean to marry a poor man. I don't mean to dress at St Catherine's hair. And as I am not vain enough to imagine my charms will command a more eligible adorer than your plebeian friend, I shall have the honor of informing you, Mr Desmond St Sylvan, that I do mean business.': [1090, 1402, 1341, 1536]
story-paragraph: Lady Esther was on her knees by the couch in her room, sobbing as if her heart would break. Her yellow hair was tossed dishevelled from her face; all the languid, mocking pride she had so well simulated before her brother was gone, and in its place low, gasping sobs and a passionate rain of tears. ' Oh, how I hate myself!' she moaned, and then she pressed her passionate lips again and again on the crimson petals of a rose the man she loved had given her the night before. Her caress was too vehement; the bright leaves dropped in a shower at her feet, and, with sudden passion, she flung the ruined flower away. ' So perish my three days' love!' she cried in a burst of petulant anger. ' After all, I dare say it won't break his heart. Men don't feel as we do.' And then inconsistent Esther cried again at the bare thought that her lover might possibly get over her marrying another man without a broken heart.: [1358, 63, 1609, 317]
story-author-credit: Author of ' From Olympus to Hades,' &c.: [1116, 242, 1315, 256]
article-body: Haricot is by Ladykirk, out of Saucepan. Saucepan was bred by Sir Tatton Sykes in 1862, and was got by Colstadale; her dam sister to Gridiron, by Daniel O'Rourke, g d Mongo's dam, by Bay Middleton. Ladykirk was also bred by Sir Tatton Sykes in 1862, and was got by Daniel O'Rourke; his dam by Height of Ward, g d Hampstonia, by Hampton, g g d Darling, by Acteon. Haricot was foaled in 1870, according to the Victorian stud book, and was bred by Mr Thomas Chirnside.: [287, 1190, 537, 1337]
article-body: Burt, well known to the residents in Sydney and its neighbourhood as a horse dealer and auctioneer of mellifluous voice, and subsequently connected with the house of Goldsborough and Co. In 1870, this gentleman took an abrupt leave of Australia and his creditors, in his yacht, and sailed for Fiji, where he disposed of his vessel for a high price to Thakombau, and set up in business as an auctioneer. In June, 1871, Mr Burt and Lieut. G. A. Woods—then in the employ of the New Zealand Government as a marine surveyor, and who had gone down by invitation for the purpose of selecting sites for the erection of certain lighthouses—announced themselves to the astonished public of Levuka, the first as Premier and Minister of Finance, the second as Minister of the Interior of his Majesty King Ebenezer Thakombau. Though considerable opposition was manifested (and in Sydney the deserted clients of Mr Burt were specially vociferous) it was generally agreed upon to give the new Ministry a fair trial. The authority arrogated for King Thakombau, by his Ministers, was so far deferred to that delegates assembled at Levuka, obedient to the summons, to frame a constitution once more. Twice before had this been done, besides countless Associations and Corporations, and even one lunatic proposal for a Republic, to be composed of the white settlers alone, with a territory to consist of their various plantations! The first constitution had been devised in 1867, and altered in 1869, and a Ministry had been appointed, who had indefatigably performed their various duties—on paper—till one fine morning, the King, with the remark that no good had come to him, that he could see, from their holding office, dismissed them summarily, and named no successors; after which the whole affair lapsed into oblivion until its singular resuscitation in 1871.: [19, 50, 270, 557]
race-result: Mr A. Chirnside's b g Haricot, 4 yrs ... 2: [287, 1510, 480, 1523]
list-item: Mr H. Redwood's ch c, by Towton—Shrovetide: [287, 236, 516, 250]
race-result: Mr E. De Mestre's b h Dagworth, 6 yrs 10st ... 0: [555, 516, 786, 530]
list-item: Mr Watt's ch c, by Totara—Lady Bird: [287, 250, 468, 264]
list-item: Mr R. Richardson's br c Dead Heat, by Traducer—Misfortune: [287, 103, 537, 130]
story-paragraph: ' Oh, propitious fates!' and Lady Esther's voice had a still deeper ring of scorn in it. ' I am pleasing in the eyes of this prince among traders. He might be induced to hold out the sceptre to this trembling aspirant.': [1090, 496, 1341, 563]
list-item: Mr H. Redwood's b c, by Towton—Skybird: [287, 223, 497, 237]
story-paragraph: ' You have no right to talk like that, Flora; surely you married a poor man for love?': [1358, 996, 1609, 1023]
article-body: During the luncheon hour, King of the Ring and Break o' Day were much fancied for the Cup, Break of Day gradually drawing up, the impression becoming stronger that he was the stable horse.: [823, 1476, 1073, 1530]
to-be-continued: To be continued.: [1444, 1889, 1524, 1903]
article-body: Now that we know who won the Melbourne Cup, the opinions of the well-known: [555, 1876, 805, 1903]
race-result: Mr J. Wilson's b g King of the Ring, 5 yrs 3: [287, 1523, 497, 1537]
list-item: Mr R. H. Campbell's rn f, by Traducer—Creepmouse: [287, 77, 537, 104]
list-item: Mr S. Nosworthy's b f Fallacy, by Sledmere—Deception: [287, 156, 537, 184]
story-paragraph: ' I don't suppose you would take much exception to the way it was made if you had the spending of it,' ma toute belle,' returned the Honourable Desmond St. Sylvan, with a shade of pique.: [1090, 389, 1341, 443]
story-paragraph: ' What do you say his income is, Desmond ?': [1102, 269, 1316, 283]
columns: [15, 50, 1932, 1932]
list-item: Mr F. W. Delamain's b f, by Malton—Mountain Nymph: [19, 1802, 270, 1829]
race-result: Sir H. Robinson's b or br h Fitz Yattendon, 4 yrs, including 5lb penalty, 7st 12lb ... 0: [555, 610, 805, 637]
race-result: Sir H. Robinson's b h Speculation, 4 yrs 7st 4lb ... 0: [555, 663, 803, 677]
story-paragraph: ' I don't know what the deuce you're driving at, Esther; but it seems to me you are talking an uncommon lot of nonsense this morning.': [1090, 562, 1341, 603]
